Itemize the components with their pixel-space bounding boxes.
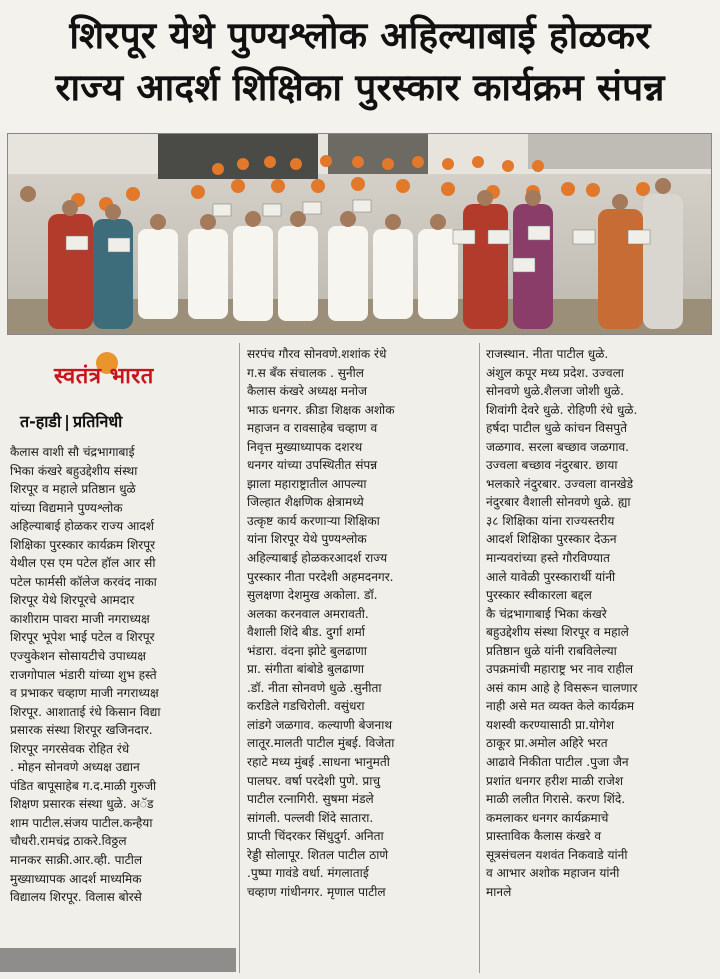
article-line: मानले [486,884,512,899]
article-line: भलकारे नंदुरबार. उज्वला वानखेडे [486,476,634,491]
article-line: महाजन व रावसाहेब चव्हाण व [247,421,378,436]
column-divider [239,343,240,973]
bottom-strip [0,948,236,972]
article-line: धनगर यांच्या उपस्थितीत संपन्न [247,458,378,473]
article-line: जिल्हात शैक्षणिक क्षेत्रामध्ये [247,495,364,510]
article-line: चौधरी.रामचंद्र ठाकरे.विठ्ठल [10,834,127,849]
headline-line-1: शिरपूर येथे पुण्यश्लोक अहिल्याबाई होळकर [69,14,651,57]
article-line: प्रा. संगीता बांबोडे बुलढाणा [247,662,365,677]
article-line: शिरपूर नगरसेवक रोहित रंधे [10,741,130,756]
article-line: पुरस्कार स्वीकारला बद्दल [486,588,592,603]
article-line: मान्यवरांच्या हस्ते गौरविण्यात [486,551,610,566]
byline [20,410,122,434]
byline-separator: | [64,412,70,431]
article-line: ३८ शिक्षिका यांना राज्यस्तरीय [486,513,615,528]
article-line: .डॉ. नीता सोनवणे धुळे .सुनीता [247,680,382,695]
article-line: अहिल्याबाई होळकरआदर्श राज्य [247,551,388,566]
article-line: माळी ललीत गिरासे. करण शिंदे. [486,792,626,807]
article-line: आले यावेळी पुरस्कारार्थी यांनी [486,569,616,584]
article-line: सरपंच गौरव सोनवणे.शशांक रंधे [247,347,387,361]
article-line: प्रास्ताविक कैलास कंखरे व [486,829,602,844]
article-line: करडिले गडचिरोली. वसुंधरा [247,699,365,714]
article-column-1 [10,443,234,907]
article-line: शिक्षण प्रसारक संस्था धुळे. अॅड [10,797,154,812]
article-line: सूत्रसंचलन यशवंत निकवाडे यांनी [486,847,628,862]
article-line: झाला महाराष्ट्रातील आपल्या [247,476,367,491]
article-line: शाम पाटील.संजय पाटील.कन्हैया [10,815,153,830]
article-line: सांगली. पल्लवी शिंदे सातारा. [247,810,374,825]
article-line: भिका कंखरे बहुउद्देशीय संस्था [10,463,138,478]
article-line: कैलास कंखरे अध्यक्ष मनोज [247,384,367,399]
article-line: मुख्याध्यापक आदर्श माध्यमिक [10,871,142,886]
article-line: शिवांगी देवरे धुळे. रोहिणी रंधे धुळे. [486,402,638,417]
article-line: रेड्डी सोलापूर. शितल पाटील ठाणे [247,847,389,862]
newspaper-name: स्वतंत्र भारत [54,364,154,389]
article-line: पाटील रत्नागिरी. सुषमा मंडले [247,792,374,807]
article-line: प्रशांत धनगर हरीश माळी राजेश [486,773,624,788]
article-line: प्राप्ती चिंदरकर सिंधुदुर्ग. अनिता [247,829,384,844]
newspaper-masthead [14,352,228,402]
article-line: पुरस्कार नीता परदेशी अहमदनगर. [247,569,394,584]
byline-role: प्रतिनिधी [72,412,123,431]
headline-line-2: राज्य आदर्श शिक्षिका पुरस्कार कार्यक्रम संपन्न [55,66,665,109]
article-line: अलका करनवाल अमरावती. [247,606,369,621]
article-line: ग.स बँक संचालक . सुनील [247,365,364,380]
article-line: एज्युकेशन सोसायटीचे उपाध्यक्ष [10,649,146,664]
article-line: भाऊ धनगर. क्रीडा शिक्षक अशोक [247,402,395,417]
group-photo [7,133,712,335]
article-line: उपक्रमांची महाराष्ट्र भर नाव राहील [486,662,634,677]
article-line: . मोहन सोनवणे अध्यक्ष उद्यान [10,760,140,775]
article-line: पटेल फार्मसी कॉलेज करवंद नाका [10,574,157,589]
article-column-3 [486,345,708,901]
article-line: असं काम आहे हे विसरून चालणार [486,680,638,695]
article-line: भंडारा. वंदना झोटे बुलढाणा [247,643,367,658]
article-line: कमलाकर धनगर कार्यक्रमाचे [486,810,609,825]
article-line: येथील एस एम पटेल हॉल आर सी [10,556,156,571]
article-line: यांना शिरपूर येथे पुण्यश्लोक [247,532,367,547]
article-line: ठाकूर प्रा.अमोल अहिरे भरत [486,736,608,751]
article-line: निवृत्त मुख्याध्यापक दशरथ [247,439,363,454]
article-line: यशस्वी करण्यासाठी प्रा.योगेश [486,717,615,732]
article-line: राजस्थान. नीता पाटील धुळे. [486,347,609,361]
article-line: शिक्षिका पुरस्कार कार्यक्रम शिरपूर [10,537,156,552]
article-line: अहिल्याबाई होळकर राज्य आदर्श [10,519,154,534]
article-line: मानकर साक्री.आर.व्ही. पाटील [10,853,143,868]
article-line: शिरपूर व महाले प्रतिष्ठान धुळे [10,482,136,497]
article-line: काशीराम पावरा माजी नगराध्यक्ष [10,611,150,626]
article-line: प्रतिष्ठान धुळे यांनी राबविलेल्या [486,643,617,658]
article-line: अंशुल कपूर मध्य प्रदेश. उज्वला [486,365,624,380]
article-line: शिरपूर येथे शिरपूरचे आमदार [10,593,135,608]
article-line: उत्कृष्ट कार्य करणाऱ्या शिक्षिका [247,513,380,528]
article-line: विद्यालय शिरपूर. विलास बोरसे [10,890,142,905]
article-line: व प्रभाकर चव्हाण माजी नगराध्यक्ष [10,686,159,701]
article-line: नाही असे मत व्यक्त केले कार्यक्रम [486,699,635,714]
article-line: कैलास वाशी सौ चंद्रभागाबाई [10,445,135,459]
article-column-2 [247,345,473,901]
column-divider [479,343,480,973]
article-line: आढावे निकीता पाटील .पुजा जैन [486,755,629,770]
article-line: शिरपूर भूपेश भाई पटेल व शिरपूर [10,630,155,645]
article-line: सोनवणे धुळे.शैलजा जोशी धुळे. [486,384,624,399]
article-line: पंडित बापूसाहेब ग.द.माळी गुरुजी [10,778,157,793]
article-line: रहाटे मध्य मुंबई .साधना भानुमती [247,755,390,770]
article-line: सुलक्षणा देशमुख अकोला. डॉ. [247,588,378,603]
article-line: लातूर.मालती पाटील मुंबई. विजेता [247,736,395,751]
article-line: व आभार अशोक महाजन यांनी [486,866,620,881]
article-line: पालघर. वर्षा परदेशी पुणे. प्राचु [247,773,381,788]
article-line: लांडगे जळगाव. कल्याणी बेजनाथ [247,717,393,732]
article-line: चव्हाण गांधीनगर. मृणाल पाटील [247,884,386,899]
headline [0,0,720,132]
article-line: .पुष्पा गावंडे वर्धा. मंगलाताई [247,866,369,881]
article-line: यांच्या विद्यमाने पुण्यश्लोक [10,500,123,515]
group-photo-icon [8,134,711,334]
article-line: प्रसारक संस्था शिरपूर खजिनदार. [10,723,153,738]
article-line: नंदुरबार वैशाली सोनवणे धुळे. ह्या [486,495,631,510]
article-line: आदर्श शिक्षिका पुरस्कार देऊन [486,532,617,547]
article-line: कै चंद्रभागाबाई भिका कंखरे [486,606,607,621]
article-line: शिरपूर. आशाताई रंधे किसान विद्या [10,704,161,719]
byline-place: त-हाडी [20,412,62,431]
article-line: राजगोपाल भंडारी यांच्या शुभ हस्ते [10,667,157,682]
article-line: उज्वला बच्छाव नंदुरबार. छाया [486,458,618,473]
article-line: बहुउद्देशीय संस्था शिरपूर व महाले [486,625,629,640]
article-line: वैशाली शिंदे बीड. दुर्गा शर्मा [247,625,365,640]
article-line: हर्षदा पाटील धुळे कांचन विसपुते [486,421,628,436]
article-line: जळगाव. सरला बच्छाव जळगाव. [486,439,630,454]
